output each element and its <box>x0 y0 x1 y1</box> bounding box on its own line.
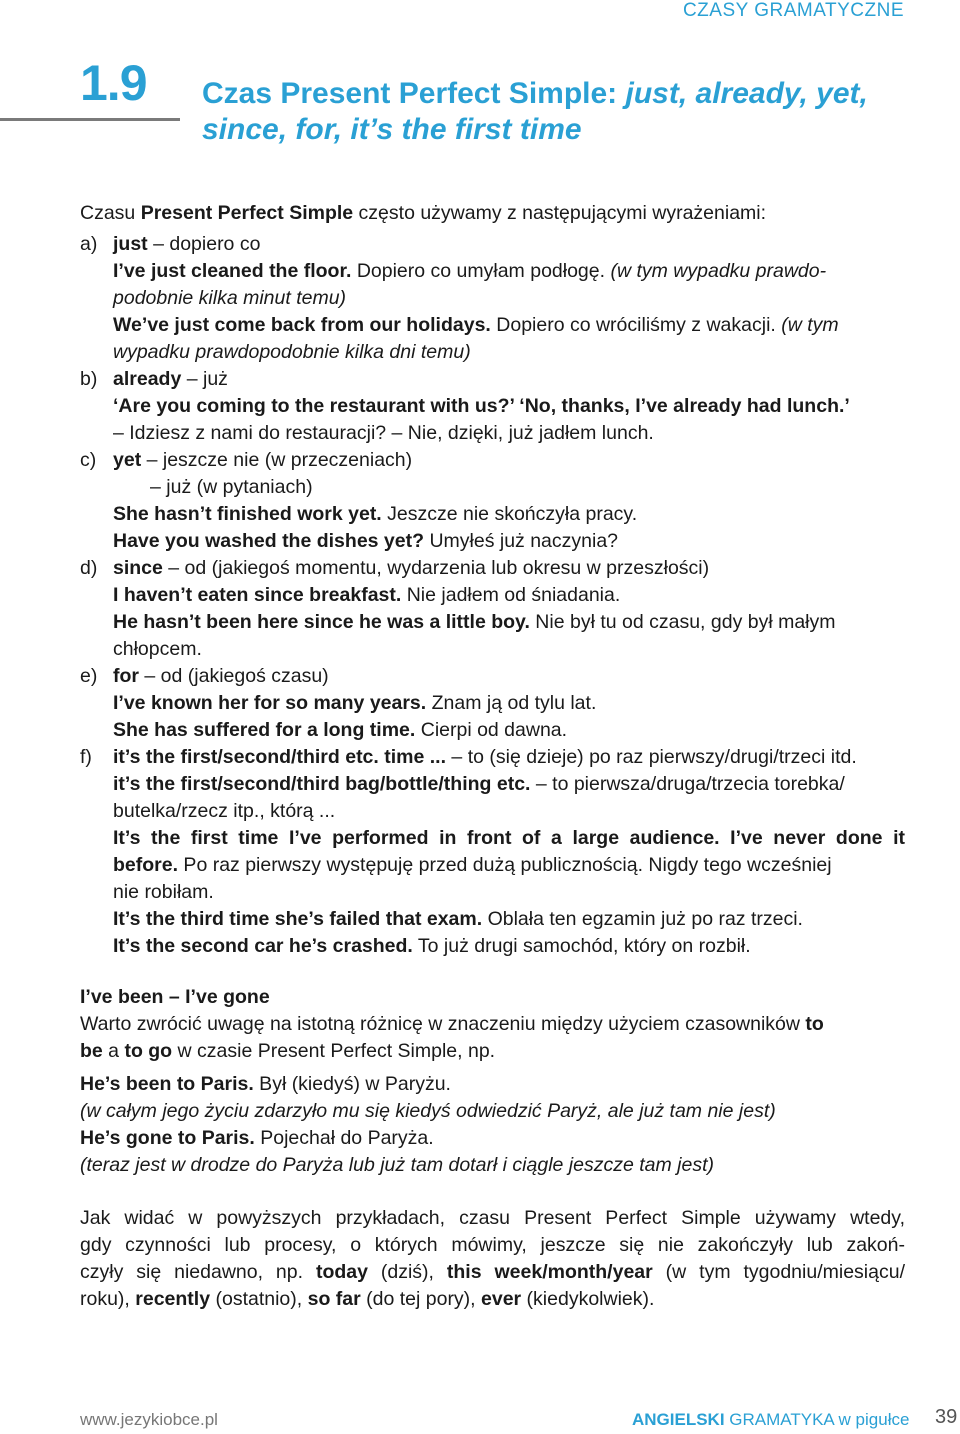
item-a-example-2 <box>113 312 839 339</box>
example-en: before. <box>113 854 179 876</box>
example-pl: Po raz pierwszy występuję przed dużą publicznością. Nigdy tego wcześniej <box>178 854 832 876</box>
closing-line-2: gdy czynności lub procesy, o których mówimy, jeszcze się nie zakończyły lub zakoń- <box>80 1234 905 1256</box>
footer-url: www.jezykiobce.pl <box>80 1410 218 1429</box>
example-pl: Dopiero co umyłam podłogę. <box>351 260 611 282</box>
example-note: (w tym wypadku prawdo- <box>610 260 827 282</box>
meaning-already: – już <box>181 368 228 390</box>
example-pl: Jeszcze nie skończyła pracy. <box>381 503 638 525</box>
para-term: to <box>805 1013 824 1035</box>
title-italic: just, already, yet, <box>625 77 868 110</box>
item-b-example-pl: – Idziesz z nami do restauracji? – Nie, dzięki, już jadłem lunch. <box>113 422 654 444</box>
para-text: a <box>102 1040 125 1062</box>
item-a-example-1 <box>113 258 826 285</box>
gone-example <box>80 1125 434 1152</box>
been-example <box>80 1071 451 1098</box>
section-title <box>202 76 922 148</box>
section-number: 1.9 <box>80 55 147 111</box>
para-text: Warto zwrócić uwagę na istotną różnicę w znaczeniu między użyciem czasowników <box>80 1013 806 1035</box>
title-line2: since, for, it’s the first time <box>202 113 582 146</box>
item-a-letter: a) <box>80 233 98 255</box>
example-en: it’s the first/second/third bag/bottle/thing etc. <box>113 773 531 795</box>
intro-line <box>80 200 766 227</box>
item-c-meaning-2: – już (w pytaniach) <box>150 476 313 498</box>
been-gone-para-2 <box>80 1038 495 1065</box>
closing-line-1: Jak widać w powyższych przykładach, czasu Present Perfect Simple używamy wtedy, <box>80 1207 905 1229</box>
example-en: It’s the third time she’s failed that exam. <box>113 908 483 930</box>
item-e-letter: e) <box>80 665 98 687</box>
example-pl: Nie jadłem od śniadania. <box>401 584 621 606</box>
page-number: 39 <box>935 1406 958 1428</box>
item-f-line-5 <box>113 852 832 879</box>
running-header: CZASY GRAMATYCZNE <box>682 0 904 21</box>
para-term: so far <box>307 1288 361 1310</box>
para-text: (ostatnio), <box>210 1288 308 1310</box>
meaning-since: – od (jakiegoś momentu, wydarzenia lub okresu w przeszłości) <box>162 557 710 579</box>
item-a-head <box>113 231 260 258</box>
item-a-example-1-note: podobnie kilka minut temu) <box>113 287 347 309</box>
item-e-head <box>113 663 329 690</box>
been-gone-para-1 <box>80 1011 824 1038</box>
item-f-line-2 <box>113 771 845 798</box>
item-f-line-4: It’s the first time I’ve performed in front of a large audience. I’ve never done it <box>113 827 905 849</box>
item-d-letter: d) <box>80 557 98 579</box>
example-pl: To już drugi samochód, który on rozbił. <box>412 935 751 957</box>
item-e-example-2 <box>113 717 567 744</box>
example-pl: Oblała ten egzamin już po raz trzeci. <box>482 908 803 930</box>
item-c-letter: c) <box>80 449 97 471</box>
meaning-yet: – jeszcze nie (w przeczeniach) <box>141 449 413 471</box>
item-f-letter: f) <box>80 746 92 768</box>
para-term: be <box>80 1040 103 1062</box>
para-term: ever <box>481 1288 522 1310</box>
para-text: (do tej pory), <box>360 1288 482 1310</box>
example-en: He’s been to Paris. <box>80 1073 254 1095</box>
example-pl: Znam ją od tylu lat. <box>426 692 597 714</box>
example-en: it’s the first/second/third etc. time ... <box>113 746 447 768</box>
meaning-just: – dopiero co <box>147 233 261 255</box>
keyword-yet: yet <box>113 449 142 471</box>
title-plain: Czas Present Perfect Simple: <box>202 77 626 110</box>
item-a-example-2-note: wypadku prawdopodobnie kilka dni temu) <box>113 341 471 363</box>
item-c-example-2 <box>113 528 618 555</box>
example-pl: Dopiero co wróciliśmy z wakacji. <box>490 314 782 336</box>
book-title-bold: ANGIELSKI <box>632 1410 725 1429</box>
item-c-head <box>113 447 412 474</box>
intro-post: często używamy z następującymi wyrażeniami: <box>353 202 767 224</box>
example-en: She has suffered for a long time. <box>113 719 416 741</box>
example-pl: Cierpi od dawna. <box>415 719 568 741</box>
example-pl: Był (kiedyś) w Paryżu. <box>253 1073 451 1095</box>
been-note: (w całym jego życiu zdarzyło mu się kiedyś odwiedzić Paryż, ale już tam nie jest) <box>80 1100 776 1122</box>
example-en: He hasn’t been here since he was a little boy. <box>113 611 530 633</box>
section-divider <box>0 118 180 121</box>
footer-book-title <box>632 1410 909 1430</box>
item-d-example-2-cont: chłopcem. <box>113 638 202 660</box>
example-pl: Pojechał do Paryża. <box>254 1127 434 1149</box>
item-b-letter: b) <box>80 368 98 390</box>
item-c-example-1 <box>113 501 637 528</box>
example-pl: – to pierwsza/druga/trzecia torebka/ <box>530 773 845 795</box>
example-en: It’s the second car he’s crashed. <box>113 935 413 957</box>
book-title-rest: GRAMATYKA w pigułce <box>724 1410 910 1429</box>
para-text: (w tym tygodniu/miesiącu/ <box>652 1261 905 1283</box>
item-b-head <box>113 366 228 393</box>
para-term: today <box>315 1261 368 1283</box>
para-term: recently <box>135 1288 211 1310</box>
para-text: (kiedykolwiek). <box>521 1288 655 1310</box>
item-f-line-8 <box>113 933 751 960</box>
example-en: I’ve just cleaned the floor. <box>113 260 352 282</box>
example-pl: Nie był tu od czasu, gdy był małym <box>529 611 836 633</box>
item-d-head <box>113 555 709 582</box>
para-text: roku), <box>80 1288 136 1310</box>
closing-line-4 <box>80 1286 654 1313</box>
item-f-line-3: butelka/rzecz itp., którą ... <box>113 800 336 822</box>
example-en: Have you washed the dishes yet? <box>113 530 425 552</box>
intro-pre: Czasu <box>80 202 141 224</box>
meaning-for: – od (jakiegoś czasu) <box>139 665 329 687</box>
para-text: (dziś), <box>367 1261 447 1283</box>
gone-note: (teraz jest w drodze do Paryża lub już tam dotarł i ciągle jeszcze tam jest) <box>80 1154 715 1176</box>
para-text: w czasie Present Perfect Simple, np. <box>172 1040 496 1062</box>
example-pl: – to (się dzieje) po raz pierwszy/drugi/trzeci itd. <box>446 746 857 768</box>
keyword-for: for <box>113 665 139 687</box>
keyword-since: since <box>113 557 163 579</box>
example-en: She hasn’t finished work yet. <box>113 503 382 525</box>
example-en: I’ve known her for so many years. <box>113 692 427 714</box>
example-note: (w tym <box>781 314 839 336</box>
example-en: I haven’t eaten since breakfast. <box>113 584 402 606</box>
para-term: this week/month/year <box>446 1261 653 1283</box>
intro-term: Present Perfect Simple <box>140 202 354 224</box>
item-e-example-1 <box>113 690 596 717</box>
keyword-just: just <box>113 233 148 255</box>
item-d-example-1 <box>113 582 620 609</box>
been-gone-heading: I’ve been – I’ve gone <box>80 986 270 1008</box>
para-text: czyły się niedawno, np. <box>80 1261 316 1283</box>
keyword-already: already <box>113 368 182 390</box>
item-d-example-2 <box>113 609 836 636</box>
item-f-line-7 <box>113 906 803 933</box>
para-term: to go <box>124 1040 173 1062</box>
item-b-example-en: ‘Are you coming to the restaurant with us?’ ‘No, thanks, I’ve already had lunch.’ <box>113 395 850 417</box>
item-f-line-6: nie robiłam. <box>113 881 214 903</box>
example-pl: Umyłeś już naczynia? <box>424 530 619 552</box>
example-en: He’s gone to Paris. <box>80 1127 255 1149</box>
item-f-line-1 <box>113 744 857 771</box>
example-en: We’ve just come back from our holidays. <box>113 314 491 336</box>
closing-line-3 <box>80 1259 905 1286</box>
